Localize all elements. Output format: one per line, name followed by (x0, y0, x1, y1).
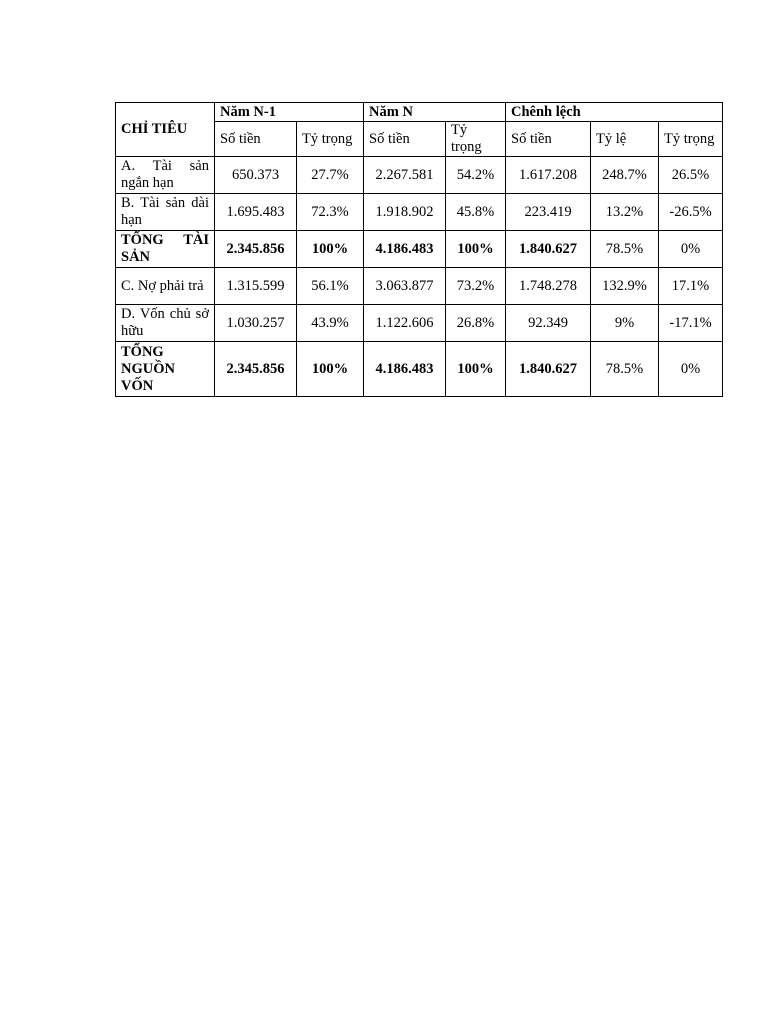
cell-ty-trong-n-1: 27.7% (297, 157, 364, 194)
cell-so-tien-n: 3.063.877 (364, 268, 446, 305)
cell-ty-le-chenh-lech: 78.5% (591, 231, 659, 268)
row-label: TỔNG NGUỒN VỐN (116, 342, 215, 397)
row-label: TỔNG TÀI SẢN (116, 231, 215, 268)
cell-ty-trong-chenh-lech: 26.5% (659, 157, 723, 194)
cell-ty-trong-n: 73.2% (446, 268, 506, 305)
cell-ty-trong-n-1: 56.1% (297, 268, 364, 305)
cell-ty-trong-chenh-lech: -17.1% (659, 305, 723, 342)
header-ty-le-chenh-lech: Tỷ lệ (591, 122, 659, 157)
cell-ty-le-chenh-lech: 248.7% (591, 157, 659, 194)
row-label: B. Tài sản dài hạn (116, 194, 215, 231)
table-row-tai-san-ngan-han (116, 157, 723, 194)
cell-so-tien-n: 4.186.483 (364, 342, 446, 397)
table-row-tong-nguon-von (116, 342, 723, 397)
header-ty-trong-n-1: Tỷ trọng (297, 122, 364, 157)
table-row-von-chu-so-huu (116, 305, 723, 342)
cell-ty-trong-n: 54.2% (446, 157, 506, 194)
cell-so-tien-chenh-lech: 92.349 (506, 305, 591, 342)
header-so-tien-n: Số tiền (364, 122, 446, 157)
cell-ty-le-chenh-lech: 13.2% (591, 194, 659, 231)
table-row-tong-tai-san (116, 231, 723, 268)
cell-ty-trong-chenh-lech: 17.1% (659, 268, 723, 305)
header-row-groups (116, 103, 723, 122)
table-row-tai-san-dai-han (116, 194, 723, 231)
cell-ty-trong-n: 45.8% (446, 194, 506, 231)
cell-ty-trong-n: 26.8% (446, 305, 506, 342)
row-label: A. Tài sản ngắn hạn (116, 157, 215, 194)
header-group-nam-n: Năm N (364, 103, 506, 122)
cell-ty-le-chenh-lech: 78.5% (591, 342, 659, 397)
header-chi-tieu: CHỈ TIÊU (116, 103, 215, 157)
cell-so-tien-n-1: 1.315.599 (215, 268, 297, 305)
cell-ty-trong-n-1: 100% (297, 342, 364, 397)
cell-ty-trong-chenh-lech: 0% (659, 231, 723, 268)
cell-ty-trong-chenh-lech: -26.5% (659, 194, 723, 231)
cell-so-tien-n-1: 650.373 (215, 157, 297, 194)
balance-sheet-table (115, 102, 723, 397)
header-so-tien-n-1: Số tiền (215, 122, 297, 157)
cell-ty-trong-chenh-lech: 0% (659, 342, 723, 397)
header-ty-trong-chenh-lech: Tỷ trọng (659, 122, 723, 157)
header-so-tien-chenh-lech: Số tiền (506, 122, 591, 157)
cell-ty-trong-n-1: 43.9% (297, 305, 364, 342)
row-label: C. Nợ phải trả (116, 268, 215, 305)
header-group-nam-n-1: Năm N-1 (215, 103, 364, 122)
table-row-no-phai-tra (116, 268, 723, 305)
cell-ty-trong-n: 100% (446, 342, 506, 397)
header-group-chenh-lech: Chênh lệch (506, 103, 723, 122)
cell-so-tien-n: 4.186.483 (364, 231, 446, 268)
cell-ty-trong-n: 100% (446, 231, 506, 268)
cell-so-tien-chenh-lech: 1.840.627 (506, 231, 591, 268)
cell-so-tien-n-1: 2.345.856 (215, 342, 297, 397)
cell-ty-le-chenh-lech: 9% (591, 305, 659, 342)
header-ty-trong-n: Tỷ trọng (446, 122, 506, 157)
cell-so-tien-n: 1.918.902 (364, 194, 446, 231)
cell-so-tien-chenh-lech: 223.419 (506, 194, 591, 231)
cell-so-tien-chenh-lech: 1.840.627 (506, 342, 591, 397)
row-label: D. Vốn chủ sở hữu (116, 305, 215, 342)
cell-so-tien-n-1: 1.030.257 (215, 305, 297, 342)
cell-so-tien-n-1: 2.345.856 (215, 231, 297, 268)
cell-so-tien-n: 1.122.606 (364, 305, 446, 342)
cell-ty-trong-n-1: 72.3% (297, 194, 364, 231)
cell-so-tien-chenh-lech: 1.617.208 (506, 157, 591, 194)
cell-so-tien-chenh-lech: 1.748.278 (506, 268, 591, 305)
cell-ty-trong-n-1: 100% (297, 231, 364, 268)
cell-so-tien-n: 2.267.581 (364, 157, 446, 194)
cell-so-tien-n-1: 1.695.483 (215, 194, 297, 231)
cell-ty-le-chenh-lech: 132.9% (591, 268, 659, 305)
